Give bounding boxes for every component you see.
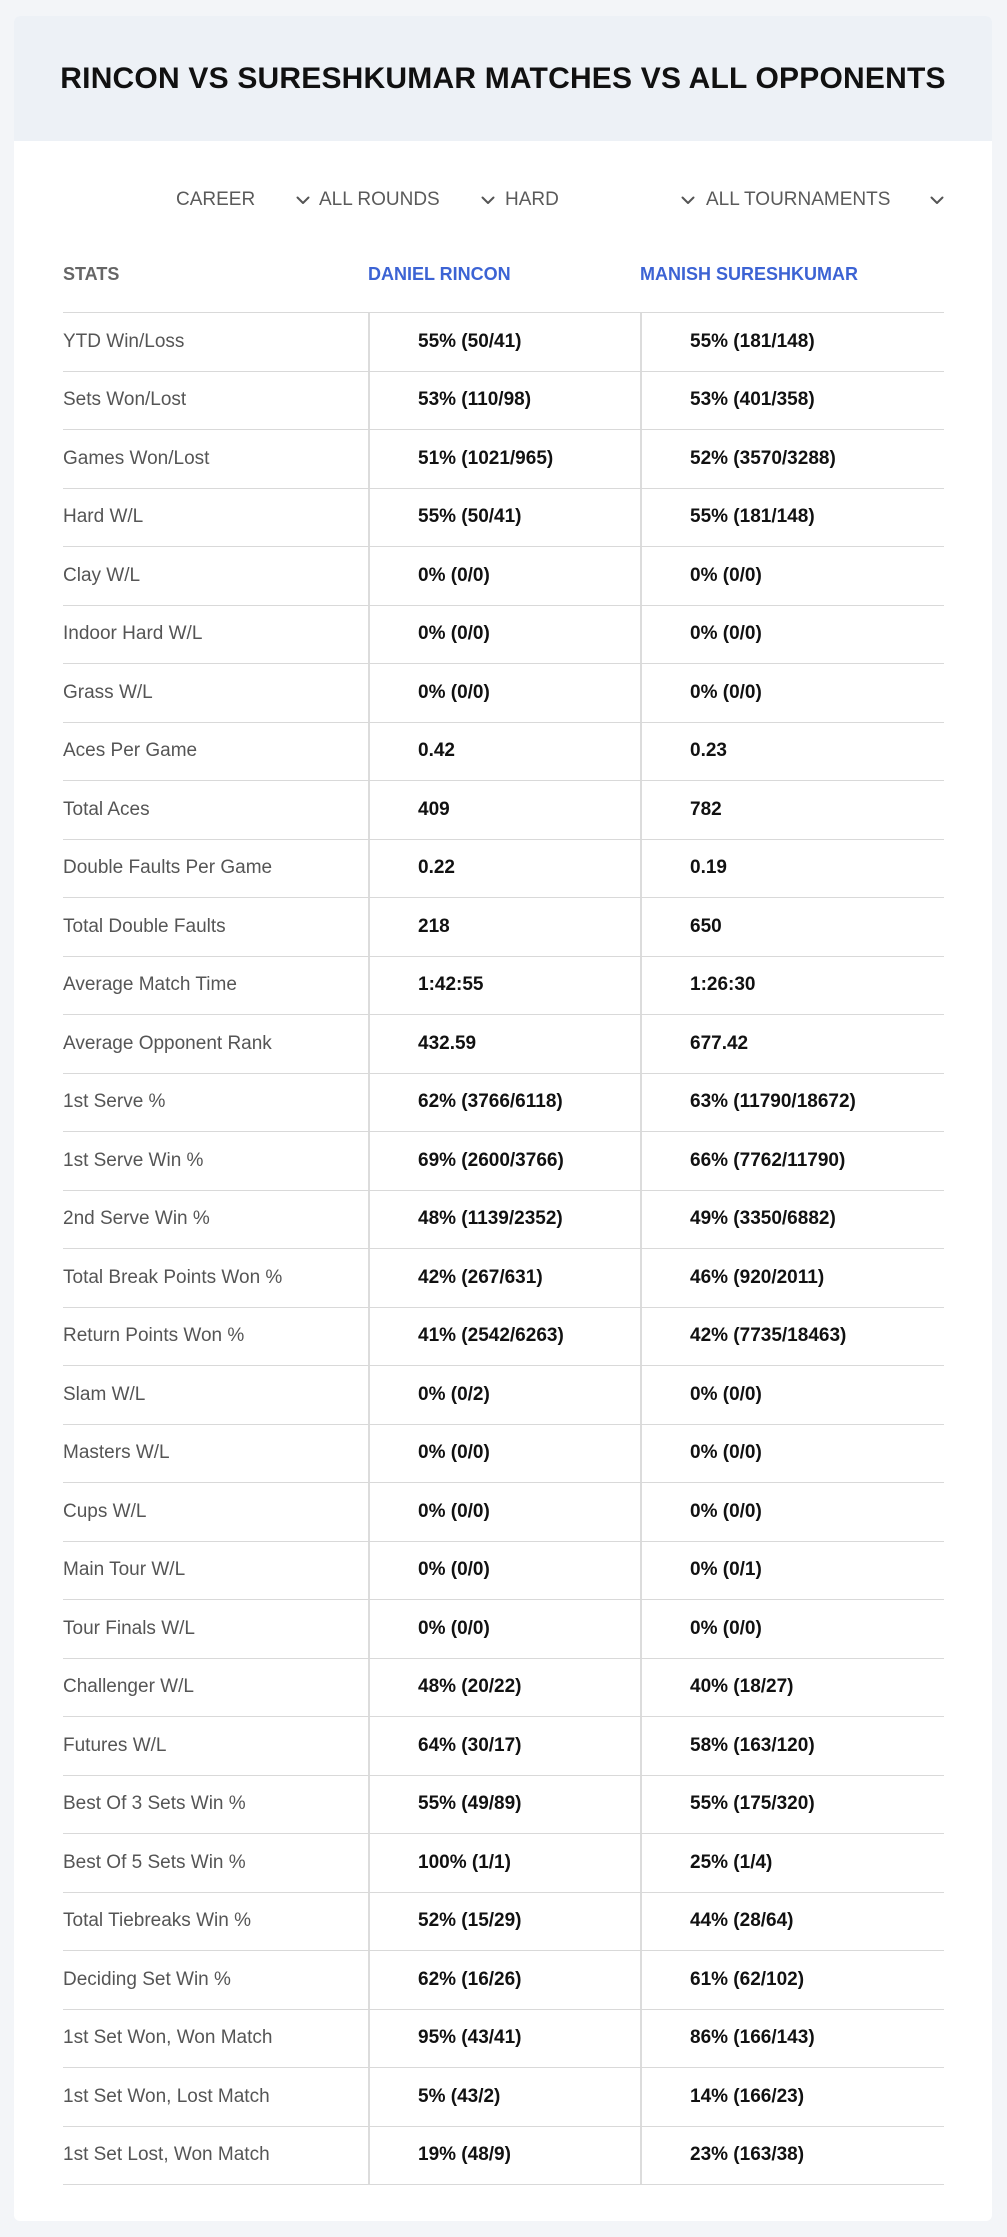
stat-label: Futures W/L bbox=[63, 1734, 167, 1756]
stat-label: Slam W/L bbox=[63, 1383, 146, 1405]
player1-value: 0% (0/0) bbox=[368, 1483, 640, 1541]
player2-value: 55% (175/320) bbox=[640, 1776, 944, 1834]
stat-label: Average Opponent Rank bbox=[63, 1032, 272, 1054]
table-row bbox=[63, 1600, 944, 1659]
player2-value: 14% (166/23) bbox=[640, 2068, 944, 2126]
player1-value: 0.42 bbox=[368, 723, 640, 781]
stat-label: Cups W/L bbox=[63, 1500, 147, 1522]
player1-value: 62% (3766/6118) bbox=[368, 1074, 640, 1132]
card-header bbox=[14, 16, 992, 141]
player1-value: 55% (49/89) bbox=[368, 1776, 640, 1834]
stats-card bbox=[14, 16, 992, 2221]
player2-value: 44% (28/64) bbox=[640, 1893, 944, 1951]
player1-value: 0% (0/0) bbox=[368, 1600, 640, 1658]
stat-label: 1st Set Won, Lost Match bbox=[63, 2085, 270, 2107]
player1-value: 62% (16/26) bbox=[368, 1951, 640, 2009]
player1-value: 48% (20/22) bbox=[368, 1659, 640, 1717]
table-row bbox=[63, 1191, 944, 1250]
table-row bbox=[63, 1132, 944, 1191]
chevron-down-icon bbox=[928, 191, 946, 209]
stat-label: Total Double Faults bbox=[63, 915, 226, 937]
player2-value: 0% (0/0) bbox=[640, 664, 944, 722]
player2-value: 782 bbox=[640, 781, 944, 839]
stat-label: Grass W/L bbox=[63, 681, 153, 703]
player1-value: 52% (15/29) bbox=[368, 1893, 640, 1951]
stat-label: Clay W/L bbox=[63, 564, 141, 586]
player1-value: 53% (110/98) bbox=[368, 372, 640, 430]
player1-value: 0% (0/0) bbox=[368, 1542, 640, 1600]
player1-value: 64% (30/17) bbox=[368, 1717, 640, 1775]
table-row bbox=[63, 2068, 944, 2127]
tournament-select[interactable] bbox=[706, 185, 946, 215]
table-row bbox=[63, 1834, 944, 1893]
table-row bbox=[63, 489, 944, 548]
surface-select[interactable] bbox=[505, 185, 697, 215]
chevron-down-icon bbox=[294, 191, 312, 209]
column-header-player1[interactable]: DANIEL RINCON bbox=[368, 264, 511, 284]
player2-value: 677.42 bbox=[640, 1015, 944, 1073]
stat-label: Games Won/Lost bbox=[63, 447, 210, 469]
stat-label: Double Faults Per Game bbox=[63, 857, 273, 879]
stat-label: 1st Set Lost, Won Match bbox=[63, 2144, 270, 2166]
table-row bbox=[63, 781, 944, 840]
player2-value: 63% (11790/18672) bbox=[640, 1074, 944, 1132]
table-row bbox=[63, 840, 944, 899]
stat-label: Hard W/L bbox=[63, 506, 144, 528]
stat-label: 1st Serve Win % bbox=[63, 1149, 204, 1171]
player2-value: 52% (3570/3288) bbox=[640, 430, 944, 488]
player1-value: 0.22 bbox=[368, 840, 640, 898]
player1-value: 1:42:55 bbox=[368, 957, 640, 1015]
table-row bbox=[63, 957, 944, 1016]
player1-value: 0% (0/0) bbox=[368, 606, 640, 664]
table-row bbox=[63, 664, 944, 723]
player2-value: 0% (0/0) bbox=[640, 547, 944, 605]
round-select-value: ALL ROUNDS bbox=[319, 189, 440, 210]
filter-bar bbox=[14, 141, 992, 231]
period-select-value: CAREER bbox=[176, 189, 256, 210]
chevron-down-icon bbox=[679, 191, 697, 209]
player2-value: 0% (0/0) bbox=[640, 1600, 944, 1658]
table-header bbox=[63, 246, 944, 313]
player2-value: 61% (62/102) bbox=[640, 1951, 944, 2009]
player1-value: 0% (0/2) bbox=[368, 1366, 640, 1424]
table-body bbox=[63, 313, 944, 2185]
player1-value: 51% (1021/965) bbox=[368, 430, 640, 488]
player1-value: 69% (2600/3766) bbox=[368, 1132, 640, 1190]
table-row bbox=[63, 430, 944, 489]
player2-value: 55% (181/148) bbox=[640, 489, 944, 547]
player1-value: 42% (267/631) bbox=[368, 1249, 640, 1307]
player1-value: 19% (48/9) bbox=[368, 2127, 640, 2185]
player1-value: 0% (0/0) bbox=[368, 547, 640, 605]
player2-value: 25% (1/4) bbox=[640, 1834, 944, 1892]
stat-label: Indoor Hard W/L bbox=[63, 623, 203, 645]
stat-label: Total Break Points Won % bbox=[63, 1266, 283, 1288]
table-row bbox=[63, 1074, 944, 1133]
player2-value: 66% (7762/11790) bbox=[640, 1132, 944, 1190]
player2-value: 40% (18/27) bbox=[640, 1659, 944, 1717]
table-row bbox=[63, 1776, 944, 1835]
table-row bbox=[63, 1483, 944, 1542]
player2-value: 86% (166/143) bbox=[640, 2010, 944, 2068]
table-row bbox=[63, 723, 944, 782]
player2-value: 23% (163/38) bbox=[640, 2127, 944, 2185]
stat-label: Masters W/L bbox=[63, 1442, 170, 1464]
chevron-down-icon bbox=[479, 191, 497, 209]
stat-label: Average Match Time bbox=[63, 974, 237, 996]
table-row bbox=[63, 313, 944, 372]
stat-label: YTD Win/Loss bbox=[63, 330, 185, 352]
player2-value: 0% (0/0) bbox=[640, 1483, 944, 1541]
stat-label: Sets Won/Lost bbox=[63, 389, 187, 411]
player2-value: 55% (181/148) bbox=[640, 313, 944, 371]
player2-value: 0% (0/1) bbox=[640, 1542, 944, 1600]
table-row bbox=[63, 1366, 944, 1425]
player1-value: 0% (0/0) bbox=[368, 1425, 640, 1483]
player1-value: 409 bbox=[368, 781, 640, 839]
stat-label: Total Tiebreaks Win % bbox=[63, 1910, 251, 1932]
table-row bbox=[63, 547, 944, 606]
stats-table bbox=[63, 246, 944, 2185]
table-row bbox=[63, 1659, 944, 1718]
column-header-stats: STATS bbox=[63, 264, 120, 284]
stat-label: Main Tour W/L bbox=[63, 1559, 186, 1581]
table-row bbox=[63, 372, 944, 431]
table-row bbox=[63, 2127, 944, 2186]
player2-value: 0% (0/0) bbox=[640, 1366, 944, 1424]
player2-value: 42% (7735/18463) bbox=[640, 1308, 944, 1366]
stat-label: 1st Set Won, Won Match bbox=[63, 2027, 273, 2049]
player1-value: 55% (50/41) bbox=[368, 489, 640, 547]
table-row bbox=[63, 1425, 944, 1484]
surface-select-value: HARD bbox=[505, 189, 559, 210]
player1-value: 218 bbox=[368, 898, 640, 956]
table-row bbox=[63, 606, 944, 665]
table-row bbox=[63, 1015, 944, 1074]
player2-value: 53% (401/358) bbox=[640, 372, 944, 430]
stat-label: Tour Finals W/L bbox=[63, 1617, 195, 1639]
player2-value: 1:26:30 bbox=[640, 957, 944, 1015]
stat-label: 2nd Serve Win % bbox=[63, 1208, 210, 1230]
table-row bbox=[63, 1249, 944, 1308]
stat-label: 1st Serve % bbox=[63, 1091, 166, 1113]
stat-label: Aces Per Game bbox=[63, 740, 198, 762]
player2-value: 46% (920/2011) bbox=[640, 1249, 944, 1307]
table-row bbox=[63, 1951, 944, 2010]
player1-value: 48% (1139/2352) bbox=[368, 1191, 640, 1249]
player2-value: 0.23 bbox=[640, 723, 944, 781]
stat-label: Challenger W/L bbox=[63, 1676, 194, 1698]
player2-value: 58% (163/120) bbox=[640, 1717, 944, 1775]
tournament-select-value: ALL TOURNAMENTS bbox=[706, 189, 891, 210]
stat-label: Best Of 3 Sets Win % bbox=[63, 1793, 246, 1815]
player2-value: 49% (3350/6882) bbox=[640, 1191, 944, 1249]
page-title: RINCON VS SURESHKUMAR MATCHES VS ALL OPPONENTS bbox=[60, 61, 946, 95]
table-row bbox=[63, 1542, 944, 1601]
table-row bbox=[63, 898, 944, 957]
table-row bbox=[63, 1308, 944, 1367]
table-row bbox=[63, 1717, 944, 1776]
stat-label: Deciding Set Win % bbox=[63, 1968, 231, 1990]
round-select[interactable] bbox=[319, 185, 497, 215]
player1-value: 55% (50/41) bbox=[368, 313, 640, 371]
period-select[interactable] bbox=[176, 185, 312, 215]
player1-value: 5% (43/2) bbox=[368, 2068, 640, 2126]
table-row bbox=[63, 2010, 944, 2069]
table-row bbox=[63, 1893, 944, 1952]
player2-value: 650 bbox=[640, 898, 944, 956]
stat-label: Return Points Won % bbox=[63, 1325, 245, 1347]
player1-value: 0% (0/0) bbox=[368, 664, 640, 722]
player2-value: 0% (0/0) bbox=[640, 606, 944, 664]
stat-label: Total Aces bbox=[63, 798, 150, 820]
stat-label: Best Of 5 Sets Win % bbox=[63, 1851, 246, 1873]
player2-value: 0.19 bbox=[640, 840, 944, 898]
player2-value: 0% (0/0) bbox=[640, 1425, 944, 1483]
player1-value: 41% (2542/6263) bbox=[368, 1308, 640, 1366]
player1-value: 100% (1/1) bbox=[368, 1834, 640, 1892]
player1-value: 432.59 bbox=[368, 1015, 640, 1073]
player1-value: 95% (43/41) bbox=[368, 2010, 640, 2068]
column-header-player2[interactable]: MANISH SURESHKUMAR bbox=[640, 264, 859, 284]
